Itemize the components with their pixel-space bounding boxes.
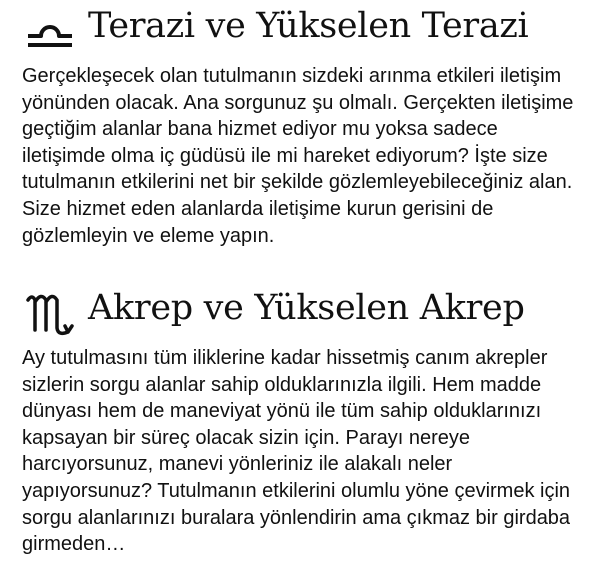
paragraph-line: girmeden…	[22, 533, 126, 556]
paragraph-line: sorgu alanlarınızı buralara yönlendirin ama çıkmaz bir girdaba	[22, 506, 571, 529]
paragraph-line: sizlerin sorgu alanlar sahip olduklarınızla ilgili. Hem madde	[22, 373, 542, 396]
paragraph-line: Size hizmet eden alanlarda iletişime kurun gerisini de	[22, 197, 494, 220]
libra-title: Terazi ve Yükselen Terazi	[88, 6, 529, 46]
paragraph-line: tutulmanın etkilerini net bir şekilde gözlemleyebileceğiniz alan.	[22, 171, 573, 194]
libra-section	[0, 0, 600, 247]
scorpio-title: Akrep ve Yükselen Akrep	[88, 288, 525, 328]
paragraph-line: gözlemleyin ve eleme yapın.	[22, 224, 275, 247]
paragraph-line: kapsayan bir süreç olacak sizin için. Parayı nereye	[22, 426, 470, 449]
paragraph-line: yapıyorsunuz? Tutulmanın etkilerini olumlu yöne çevirmek için	[22, 479, 571, 502]
scorpio-paragraph	[22, 345, 592, 558]
paragraph-line: Gerçekleşecek olan tutulmanın sizdeki arınma etkileri iletişim	[22, 65, 562, 87]
paragraph-line: Ay tutulmasını tüm iliklerine kadar hissetmiş canım akrepler	[22, 347, 548, 369]
libra-paragraph	[22, 63, 592, 249]
scorpio-symbol-icon	[22, 288, 78, 332]
libra-symbol-icon	[22, 6, 78, 50]
paragraph-line: geçtiğim alanlar bana hizmet ediyor mu yoksa sadece	[22, 118, 498, 141]
paragraph-line: harcıyorsunuz, manevi yönleriniz ile alakalı neler	[22, 453, 453, 476]
scorpio-section	[0, 282, 600, 556]
libra-heading	[0, 0, 600, 60]
scorpio-heading	[0, 282, 600, 342]
paragraph-line: iletişimde olma iç güdüsü ile mi hareket ediyorum? İşte size	[22, 144, 548, 167]
paragraph-line: yönünden olacak. Ana sorgunuz şu olmalı. Gerçekten iletişime	[22, 91, 574, 114]
paragraph-line: dünyası hem de maneviyat yönü ile tüm sahip olduklarınızı	[22, 400, 542, 423]
